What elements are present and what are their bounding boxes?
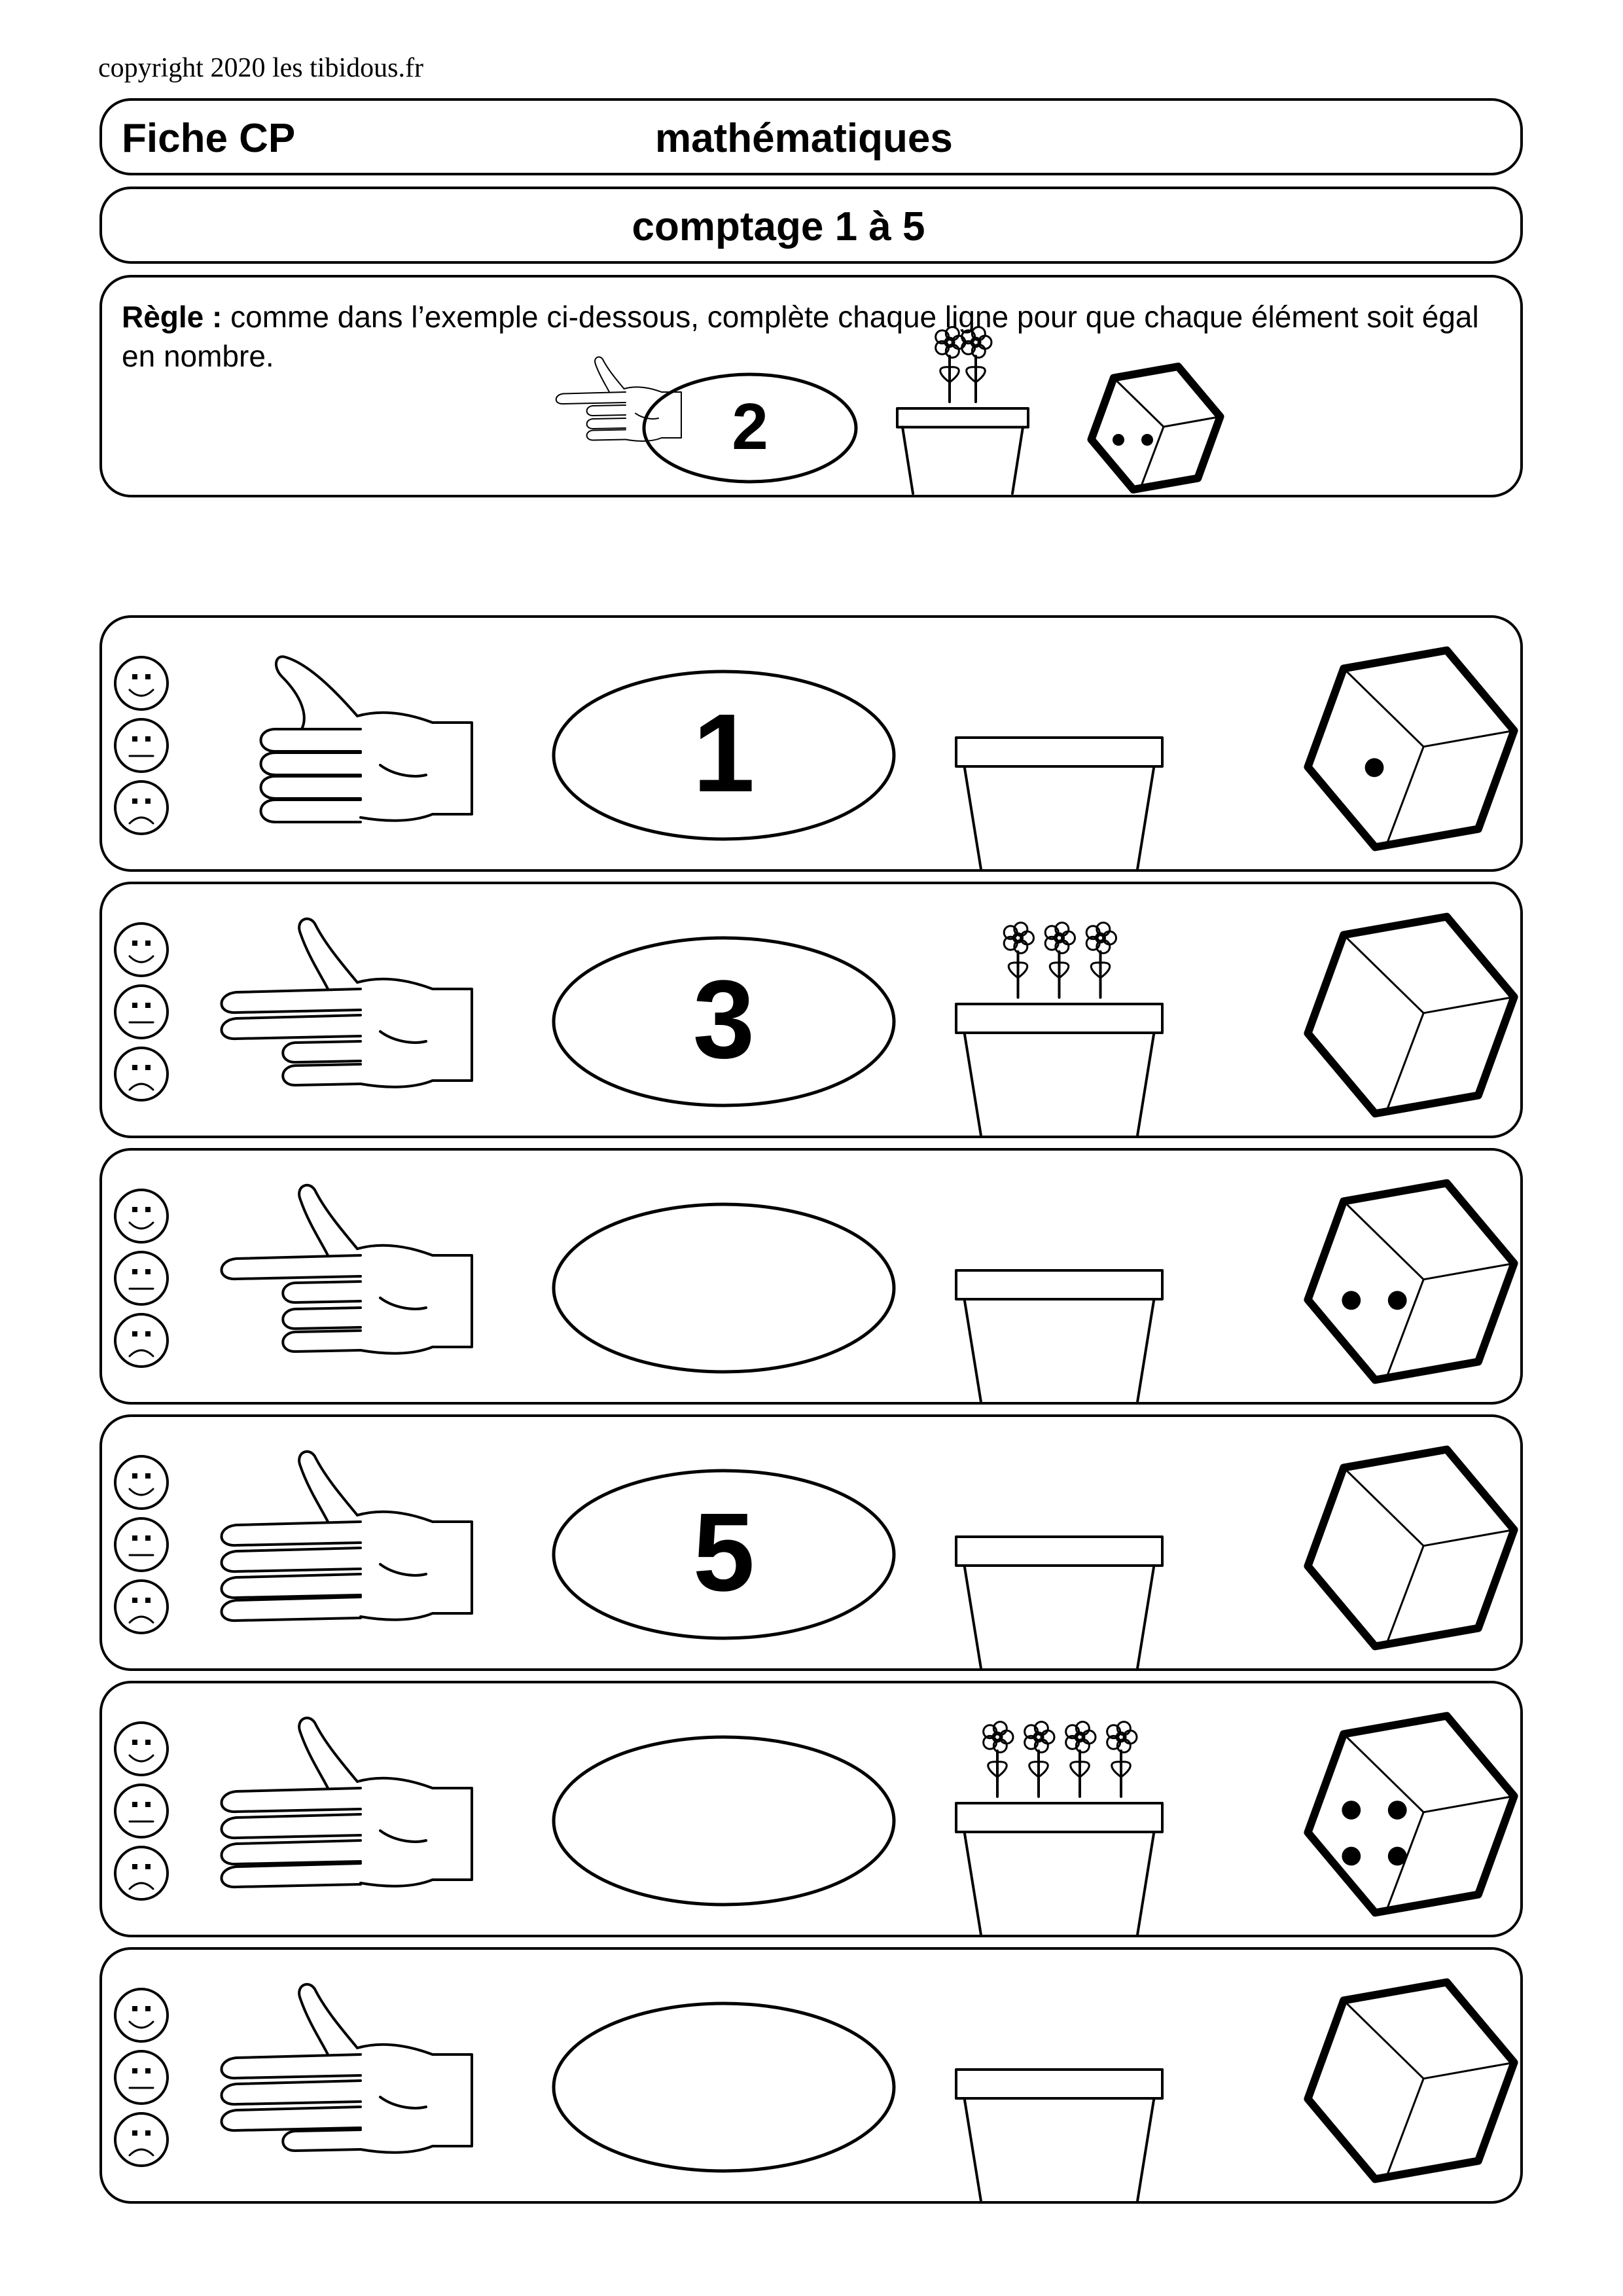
exercise-row xyxy=(99,1414,1523,1671)
sad-face-icon[interactable] xyxy=(115,1314,168,1367)
hand-icon xyxy=(261,656,473,822)
flower-pot-icon xyxy=(956,2070,1162,2200)
row-illustrations xyxy=(102,1417,1525,1674)
dice-icon xyxy=(1308,1183,1514,1380)
rule-label: Règle : xyxy=(122,300,223,334)
row-number: 5 xyxy=(692,1490,755,1615)
neutral-face-icon[interactable] xyxy=(115,1785,168,1837)
exercise-row xyxy=(99,615,1523,872)
exercise-row xyxy=(99,1148,1523,1405)
topic-box xyxy=(99,187,1523,264)
dice-dot xyxy=(1113,434,1124,446)
hand-icon xyxy=(222,1185,473,1354)
number-oval xyxy=(644,374,856,482)
neutral-face-icon[interactable] xyxy=(115,986,168,1038)
level-label: Fiche CP xyxy=(122,116,296,161)
flower-pot-icon xyxy=(956,1722,1162,1934)
number-oval[interactable] xyxy=(554,1737,894,1905)
number-oval[interactable] xyxy=(554,1471,894,1638)
row-illustrations xyxy=(102,1683,1525,1940)
hand-icon xyxy=(222,919,473,1087)
dice-dot xyxy=(1388,1847,1407,1866)
row-illustrations xyxy=(102,884,1525,1141)
exercise-row xyxy=(99,1947,1523,2204)
header-title-box xyxy=(99,98,1523,175)
sad-face-icon[interactable] xyxy=(115,1048,168,1100)
flower-pot-icon xyxy=(956,1537,1162,1668)
sad-face-icon[interactable] xyxy=(115,1847,168,1899)
row-illustrations xyxy=(102,618,1525,874)
hand-icon xyxy=(222,1452,473,1621)
dice-dot xyxy=(1342,1847,1361,1866)
happy-face-icon[interactable] xyxy=(115,1456,168,1509)
topic-label: comptage 1 à 5 xyxy=(632,204,925,249)
dice-dot xyxy=(1388,1801,1407,1820)
dice-icon xyxy=(1308,1982,1514,2179)
dice-icon xyxy=(1308,1450,1514,1647)
rule-instructions: comme dans l’exemple ci-dessous, complète chaque ligne pour que chaque élément soit égal en nombre. xyxy=(122,300,1479,373)
neutral-face-icon[interactable] xyxy=(115,1518,168,1571)
exercise-row xyxy=(99,882,1523,1138)
row-illustrations xyxy=(102,1151,1525,1407)
neutral-face-icon[interactable] xyxy=(115,2051,168,2104)
sad-face-icon[interactable] xyxy=(115,1581,168,1633)
number-oval[interactable] xyxy=(554,2003,894,2171)
flower-pot-icon xyxy=(897,327,1028,493)
number-oval[interactable] xyxy=(554,672,894,839)
dice-icon xyxy=(1308,1716,1514,1913)
example-illustration xyxy=(102,278,1525,500)
hand-icon xyxy=(222,1718,473,1887)
number-oval[interactable] xyxy=(554,1204,894,1372)
happy-face-icon[interactable] xyxy=(115,1723,168,1775)
happy-face-icon[interactable] xyxy=(115,1989,168,2041)
example-number: 2 xyxy=(732,390,768,463)
hand-icon xyxy=(222,1984,473,2153)
dice-dot xyxy=(1342,1801,1361,1820)
sad-face-icon[interactable] xyxy=(115,2113,168,2166)
neutral-face-icon[interactable] xyxy=(115,1252,168,1304)
dice-icon xyxy=(1308,651,1514,848)
happy-face-icon[interactable] xyxy=(115,657,168,709)
happy-face-icon[interactable] xyxy=(115,1190,168,1242)
dice-dot xyxy=(1141,434,1153,446)
rule-box xyxy=(99,275,1523,497)
number-oval[interactable] xyxy=(554,938,894,1105)
flower-pot-icon xyxy=(956,923,1162,1135)
dice-icon xyxy=(1308,917,1514,1114)
row-number: 3 xyxy=(692,958,755,1082)
dice-icon xyxy=(1092,367,1221,490)
copyright-text: copyright 2020 les tibidous.fr xyxy=(98,53,423,83)
row-number: 1 xyxy=(692,691,755,816)
happy-face-icon[interactable] xyxy=(115,924,168,976)
row-illustrations xyxy=(102,1950,1525,2206)
neutral-face-icon[interactable] xyxy=(115,719,168,772)
exercise-row xyxy=(99,1681,1523,1937)
flower-pot-icon xyxy=(956,1270,1162,1401)
sad-face-icon[interactable] xyxy=(115,781,168,834)
flower-pot-icon xyxy=(956,738,1162,869)
dice-dot xyxy=(1388,1291,1407,1310)
dice-dot xyxy=(1365,758,1384,777)
dice-dot xyxy=(1342,1291,1361,1310)
subject-label: mathématiques xyxy=(655,116,953,161)
